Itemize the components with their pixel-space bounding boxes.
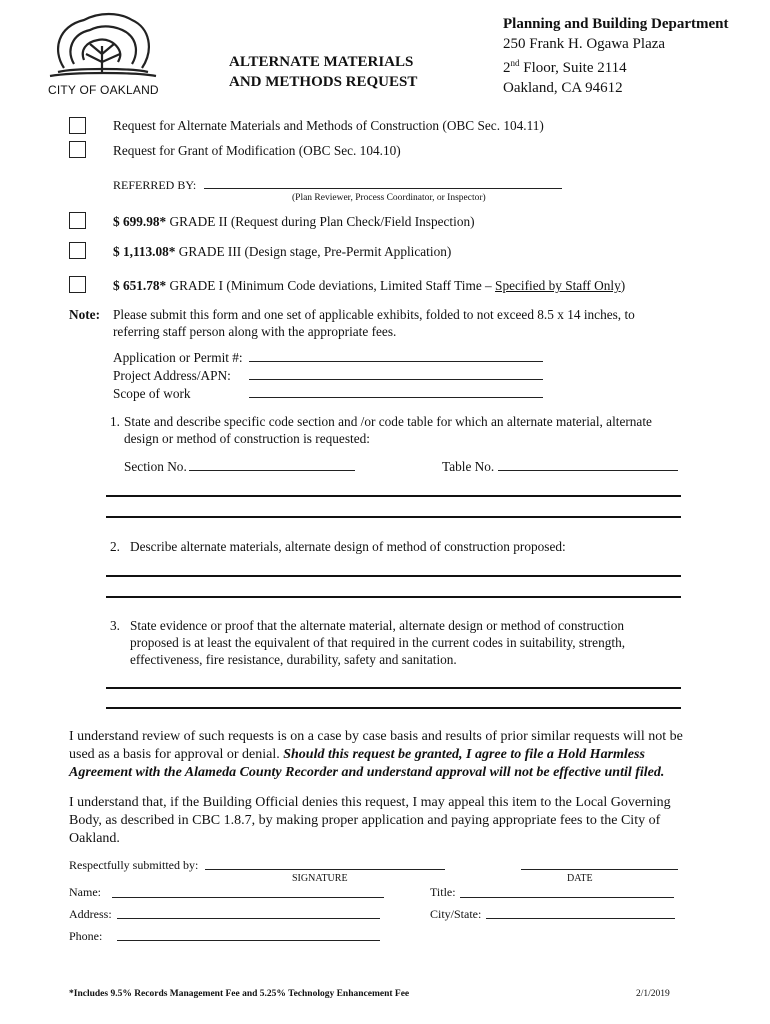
permit-field[interactable] [249, 361, 543, 362]
address-line-1: 250 Frank H. Ogawa Plaza [503, 35, 666, 52]
alt-materials-label: Request for Alternate Materials and Methods of Construction (OBC Sec. 104.11) [113, 118, 544, 133]
item-1-answer-line-1[interactable] [106, 495, 681, 497]
note-text: Please submit this form and one set of applicable exhibits, folded to not exceed 8.5 x 14 inches, to referring staff person along with the appropriate fees. [113, 307, 635, 339]
title-field[interactable] [460, 897, 674, 898]
city-state-label: City/State: [430, 907, 482, 921]
address-field[interactable] [249, 379, 543, 380]
date-caption: DATE [567, 873, 593, 884]
referred-by-label: REFERRED BY: [113, 178, 197, 192]
city-state-field[interactable] [486, 918, 675, 919]
permit-label: Application or Permit #: [113, 350, 243, 365]
title-line-1: ALTERNATE MATERIALS [229, 54, 414, 70]
item-3-text: State evidence or proof that the alternate material, alternate design or method of construction proposed is at least the equivalent of that required in the current codes in suitability, strength, effectiveness, fire resistance, durability, safety and sanitation. [130, 618, 626, 667]
city-logo [44, 10, 162, 100]
grade-3-label: $ 1,113.08* GRADE III (Design stage, Pre-Permit Application) [113, 244, 452, 259]
department-name: Planning and Building Department [503, 16, 729, 32]
hold-harmless-statement: I understand review of such requests is on a case by case basis and results of prior similar requests will not be used as a basis for approval or denial. Should this request be granted, I agree to file a Hold Harmless Agreement with the Alameda County Recorder and understand approval will not be effective until filed. [69, 729, 683, 780]
section-no-label: Section No. [124, 459, 187, 474]
table-no-field[interactable] [498, 470, 678, 471]
grant-modification-checkbox[interactable] [69, 141, 86, 158]
name-field[interactable] [112, 897, 384, 898]
fee-footnote: *Includes 9.5% Records Management Fee and 5.25% Technology Enhancement Fee [69, 989, 410, 999]
item-2-text: Describe alternate materials, alternate design of method of construction proposed: [130, 539, 566, 554]
grade-1-checkbox[interactable] [69, 276, 86, 293]
note-label: Note: [69, 307, 101, 322]
phone-label: Phone: [69, 929, 103, 943]
item-3-answer-line-2[interactable] [106, 707, 681, 709]
phone-field[interactable] [117, 940, 380, 941]
logo-caption: CITY OF OAKLAND [48, 83, 159, 97]
address-label: Project Address/APN: [113, 368, 231, 383]
item-2-number: 2. [110, 539, 120, 554]
item-2-answer-line-1[interactable] [106, 575, 681, 577]
item-2-answer-line-2[interactable] [106, 596, 681, 598]
scope-label: Scope of work [113, 386, 191, 401]
appeal-statement: I understand that, if the Building Official denies this request, I may appeal this item to the Local Governing Body, as described in CBC 1.8.7, by making proper application and paying appropriate fees to the City of Oakland. [69, 795, 671, 846]
oak-tree-icon [44, 10, 162, 80]
address-line-3: Oakland, CA 94612 [503, 79, 623, 96]
department-address [503, 15, 728, 98]
date-field[interactable] [521, 869, 678, 870]
item-1-number: 1. [110, 414, 120, 429]
item-3-answer-line-1[interactable] [106, 687, 681, 689]
scope-field[interactable] [249, 397, 543, 398]
signature-field[interactable] [205, 869, 445, 870]
item-1-answer-line-2[interactable] [106, 516, 681, 518]
grade-3-checkbox[interactable] [69, 242, 86, 259]
revision-date: 2/1/2019 [636, 989, 670, 999]
referred-by-hint: (Plan Reviewer, Process Coordinator, or Inspector) [292, 193, 486, 203]
grant-modification-label: Request for Grant of Modification (OBC Sec. 104.10) [113, 143, 401, 158]
table-no-label: Table No. [442, 459, 495, 474]
grade-1-label: $ 651.78* GRADE I (Minimum Code deviations, Limited Staff Time – Specified by Staff Only) [113, 278, 626, 293]
form-title [229, 52, 417, 92]
address-sig-label: Address: [69, 907, 112, 921]
grade-2-label: $ 699.98* GRADE II (Request during Plan Check/Field Inspection) [113, 214, 475, 229]
section-no-field[interactable] [189, 470, 355, 471]
title-label: Title: [430, 885, 456, 899]
name-label: Name: [69, 885, 101, 899]
item-1-text: State and describe specific code section and /or code table for which an alternate material, alternate design or method of construction is requested: [124, 414, 652, 446]
title-line-2: AND METHODS REQUEST [229, 74, 418, 90]
grade-2-checkbox[interactable] [69, 212, 86, 229]
signature-caption: SIGNATURE [292, 873, 348, 884]
submitted-by-label: Respectfully submitted by: [69, 858, 199, 872]
address-line-2: 2nd Floor, Suite 2114 [503, 58, 627, 76]
alt-materials-checkbox[interactable] [69, 117, 86, 134]
address-sig-field[interactable] [117, 918, 380, 919]
item-3-number: 3. [110, 618, 120, 633]
referred-by-field[interactable] [204, 188, 562, 189]
